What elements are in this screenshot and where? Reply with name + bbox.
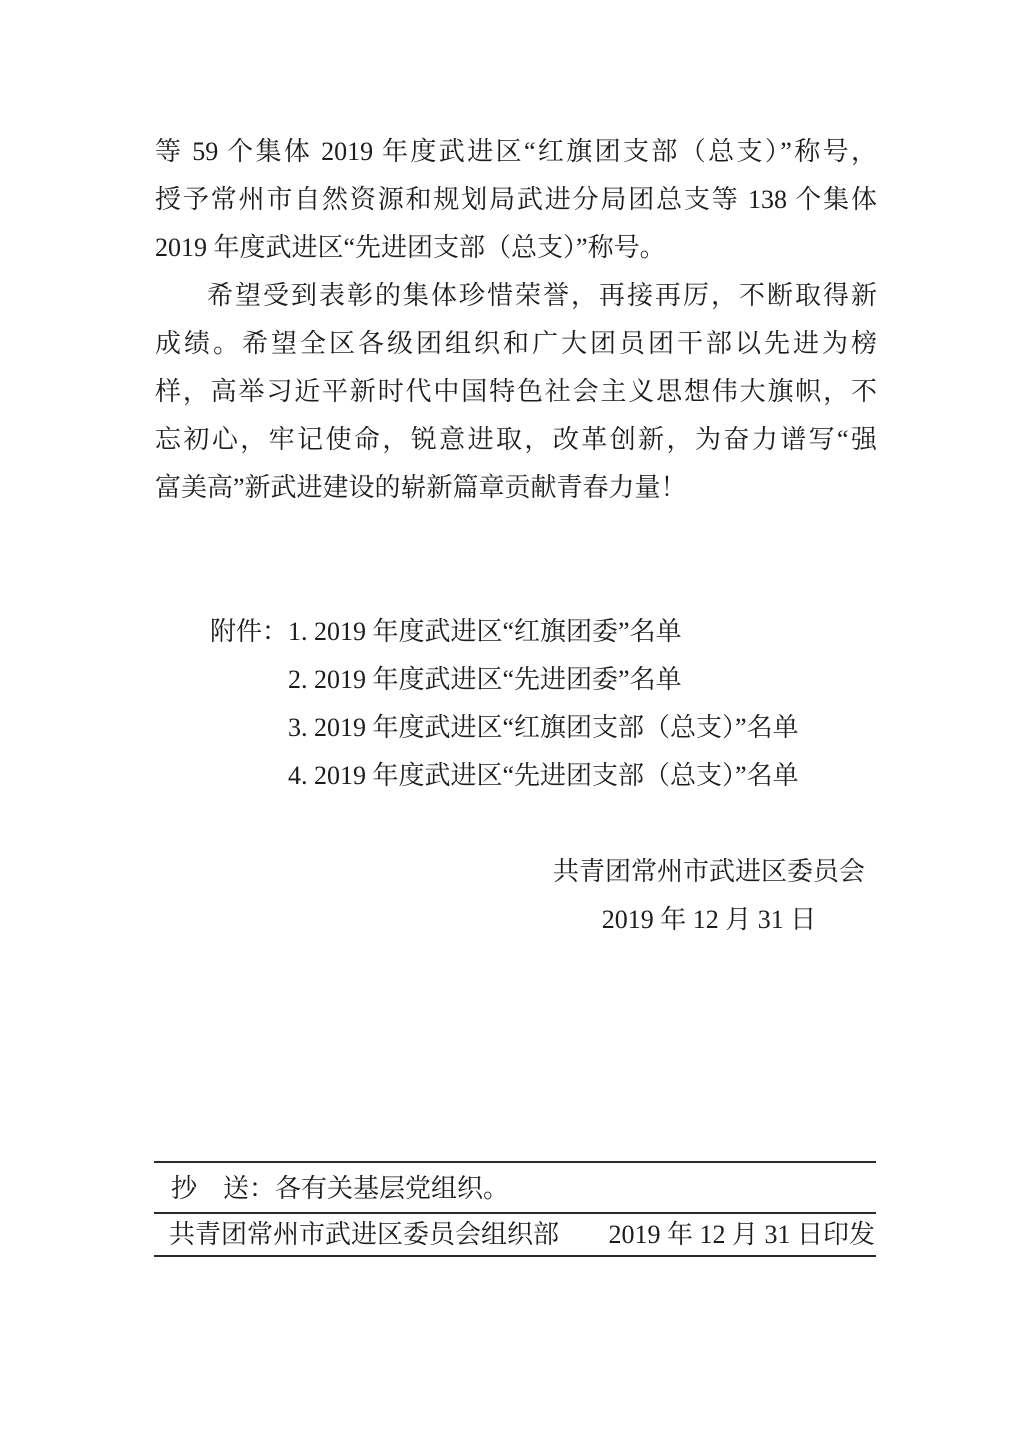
footer-divider-middle — [154, 1212, 876, 1214]
body-text-line: 富美高”新武进建设的崭新篇章贡献青春力量！ — [155, 473, 687, 502]
attachment-item: 1. 2019 年度武进区“红旗团委”名单 — [288, 617, 682, 646]
body-text-line: 样，高举习近平新时代中国特色社会主义思想伟大旗帜，不 — [155, 377, 877, 406]
body-text-line: 2019 年度武进区“先进团支部（总支）”称号。 — [155, 233, 666, 262]
signature-inner — [553, 848, 865, 944]
attachments-label: 附件： — [210, 617, 289, 646]
attachment-item: 3. 2019 年度武进区“红旗团支部（总支）”名单 — [288, 713, 799, 742]
attachments-list — [155, 608, 877, 800]
body-text-line: 等 59 个集体 2019 年度武进区“红旗团支部（总支）”称号， — [155, 137, 877, 166]
body-text-line: 希望受到表彰的集体珍惜荣誉，再接再厉，不断取得新 — [207, 281, 877, 310]
signature-org: 共青团常州市武进区委员会 — [552, 857, 865, 886]
paragraph-awards — [155, 128, 877, 272]
footer-divider-bottom — [154, 1255, 876, 1257]
body-text-line: 忘初心，牢记使命，锐意进取，改革创新，为奋力谱写“强 — [155, 425, 877, 454]
issuer-name: 共青团常州市武进区委员会组织部 — [169, 1220, 560, 1249]
attachment-item: 4. 2019 年度武进区“先进团支部（总支）”名单 — [288, 761, 799, 790]
attachment-row — [155, 608, 877, 656]
paragraph-hope — [155, 272, 877, 512]
footer-divider-top — [154, 1161, 876, 1163]
copy-to-line: 抄 送：各有关基层党组织。 — [171, 1174, 510, 1203]
body-text-line: 成绩。希望全区各级团组织和广大团员团干部以先进为榜 — [155, 329, 877, 358]
signature-block — [155, 848, 877, 944]
attachment-item: 2. 2019 年度武进区“先进团委”名单 — [288, 665, 682, 694]
document-body — [155, 128, 877, 944]
print-date: 2019 年 12 月 31 日印发 — [608, 1220, 875, 1249]
print-issue-row — [157, 1216, 875, 1254]
body-text-line: 授予常州市自然资源和规划局武进分局团总支等 138 个集体 — [155, 185, 877, 214]
signature-date: 2019 年 12 月 31 日 — [601, 905, 817, 934]
